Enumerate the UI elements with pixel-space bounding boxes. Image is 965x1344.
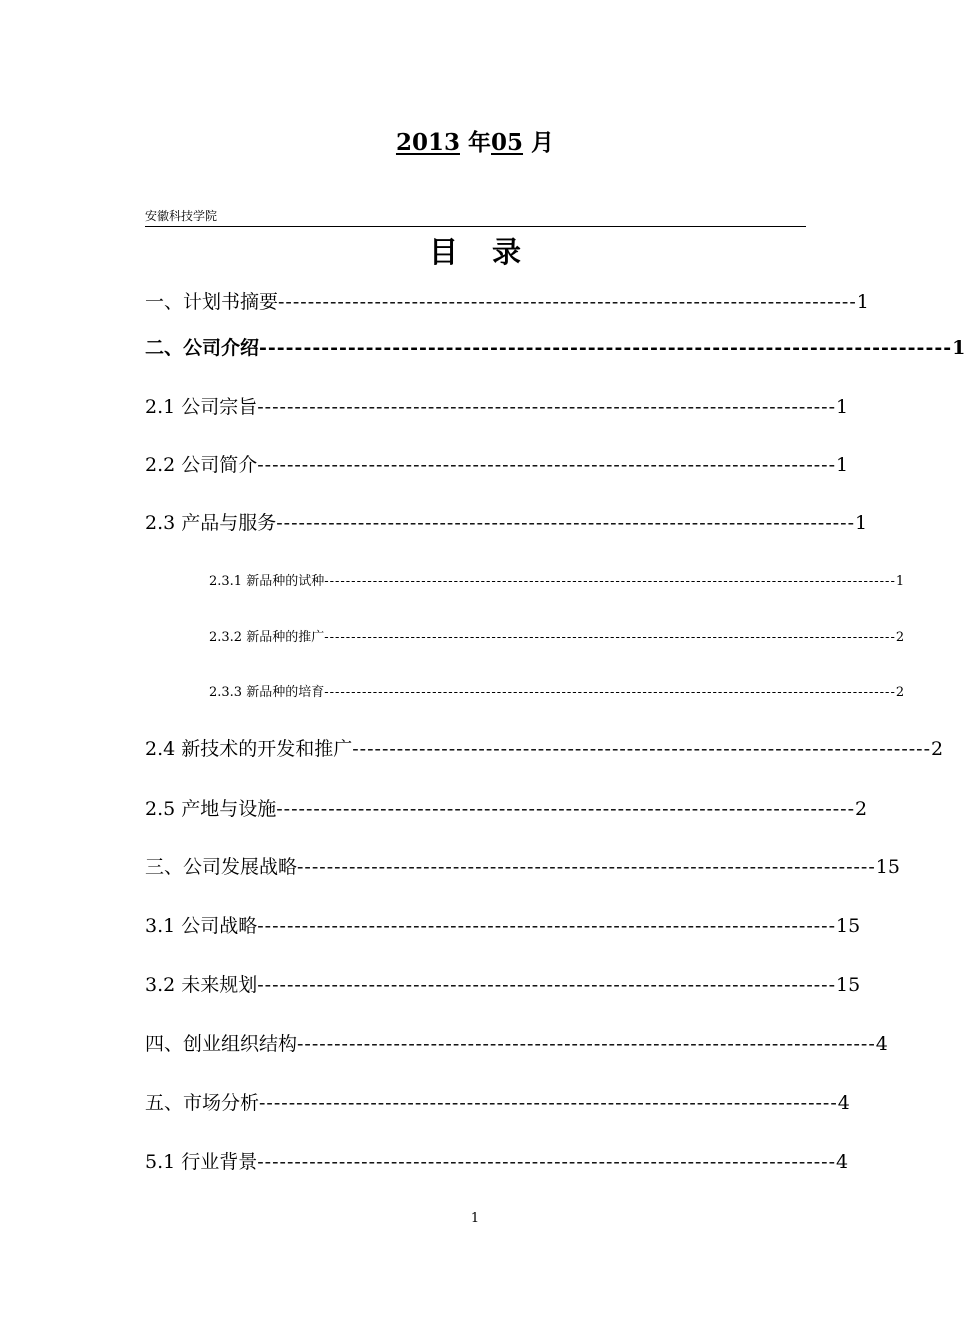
toc-leader: ---------------------------------------------------------------------------------------------------------- (324, 630, 896, 645)
toc-entry-label: 2.1 公司宗旨 (145, 396, 258, 418)
toc-leader: ------------------------------------------------------------------------------ (257, 1151, 837, 1173)
toc-leader: ------------------------------------------------------------------------------ (297, 1033, 876, 1055)
toc-entry[interactable] (145, 1147, 849, 1174)
toc-entry-page: 1 (952, 337, 965, 359)
toc-entry-page: 1 (836, 396, 849, 418)
toc-entry-page: 2 (931, 738, 944, 760)
toc-leader: ------------------------------------------------------------------------------ (259, 1092, 838, 1114)
toc-entry-label: 2.3.3 新品种的培育 (209, 685, 325, 700)
toc-entry-page: 2 (895, 685, 905, 700)
document-date (0, 124, 950, 157)
date-year-unit: 年 (468, 129, 491, 156)
toc-entry-label: 四、创业组织结构 (145, 1033, 298, 1055)
toc-entry-page: 1 (855, 512, 868, 534)
toc-entry-label: 一、计划书摘要 (145, 291, 279, 313)
toc-entry[interactable] (145, 970, 861, 997)
toc-entry-label: 二、公司介绍 (145, 337, 260, 359)
toc-entry[interactable] (145, 287, 869, 314)
toc-entry-page: 1 (856, 291, 869, 313)
toc-entry-page: 2 (895, 630, 905, 645)
toc-entry-page: 4 (875, 1033, 888, 1055)
toc-entry[interactable] (145, 794, 868, 821)
toc-leader: ------------------------------------------------------------------------------ (276, 798, 856, 820)
toc-entry[interactable] (145, 911, 861, 938)
toc-leader: ------------------------------------------------------------------------------ (278, 291, 857, 313)
toc-entry[interactable] (145, 392, 849, 419)
toc-leader: ------------------------------------------------------------------------------ (257, 454, 837, 476)
toc-entry-label: 2.3 产品与服务 (145, 512, 277, 534)
toc-subentry[interactable] (209, 681, 905, 700)
toc-entry-label: 2.3.2 新品种的推广 (209, 630, 325, 645)
toc-entry-page: 15 (836, 915, 861, 937)
toc-entry[interactable] (145, 1088, 850, 1115)
toc-leader: ------------------------------------------------------------------------------ (259, 337, 953, 359)
toc-leader: ------------------------------------------------------------------------------ (257, 915, 837, 937)
page-header: 安徽科技学院 (145, 207, 806, 227)
toc-leader: ------------------------------------------------------------------------------ (276, 512, 856, 534)
page-number: 1 (470, 1211, 480, 1226)
toc-entry-page: 2 (855, 798, 868, 820)
toc-entry-label: 2.5 产地与设施 (145, 798, 277, 820)
toc-leader: ------------------------------------------------------------------------------ (352, 738, 932, 760)
toc-subentry[interactable] (209, 626, 905, 645)
toc-entry[interactable] (145, 508, 868, 535)
toc-entry[interactable] (145, 852, 900, 879)
toc-entry[interactable] (145, 450, 849, 477)
toc-entry-label: 3.1 公司战略 (145, 915, 258, 937)
toc-leader: ---------------------------------------------------------------------------------------------------------- (324, 685, 896, 700)
date-year: 2013 (395, 129, 460, 156)
toc-entry[interactable] (145, 1029, 888, 1056)
toc-entry-page: 1 (836, 454, 849, 476)
toc-leader: ------------------------------------------------------------------------------ (257, 974, 837, 996)
toc-entry-label: 三、公司发展战略 (145, 856, 298, 878)
toc-entry-label: 2.3.1 新品种的试种 (209, 574, 325, 589)
toc-leader: ------------------------------------------------------------------------------ (297, 856, 876, 878)
date-month: 05 (491, 129, 524, 156)
toc-entry-page: 4 (837, 1092, 850, 1114)
date-month-unit: 月 (531, 129, 555, 156)
toc-entry-label: 2.2 公司简介 (145, 454, 258, 476)
toc-entry-label: 3.2 未来规划 (145, 974, 258, 996)
toc-entry-label: 5.1 行业背景 (145, 1151, 258, 1173)
toc-entry-page: 15 (875, 856, 900, 878)
toc-entry-page: 4 (836, 1151, 849, 1173)
toc-subentry[interactable] (209, 570, 905, 589)
toc-leader: ---------------------------------------------------------------------------------------------------------- (324, 574, 896, 589)
toc-entry[interactable] (145, 333, 965, 360)
toc-entry-label: 2.4 新技术的开发和推广 (145, 738, 353, 760)
toc-leader: ------------------------------------------------------------------------------ (257, 396, 837, 418)
toc-entry-page: 1 (895, 574, 905, 589)
toc-entry-page: 15 (836, 974, 861, 996)
toc-title: 目录 (428, 235, 555, 269)
toc-entry[interactable] (145, 734, 944, 761)
toc-entry-label: 五、市场分析 (145, 1092, 260, 1114)
